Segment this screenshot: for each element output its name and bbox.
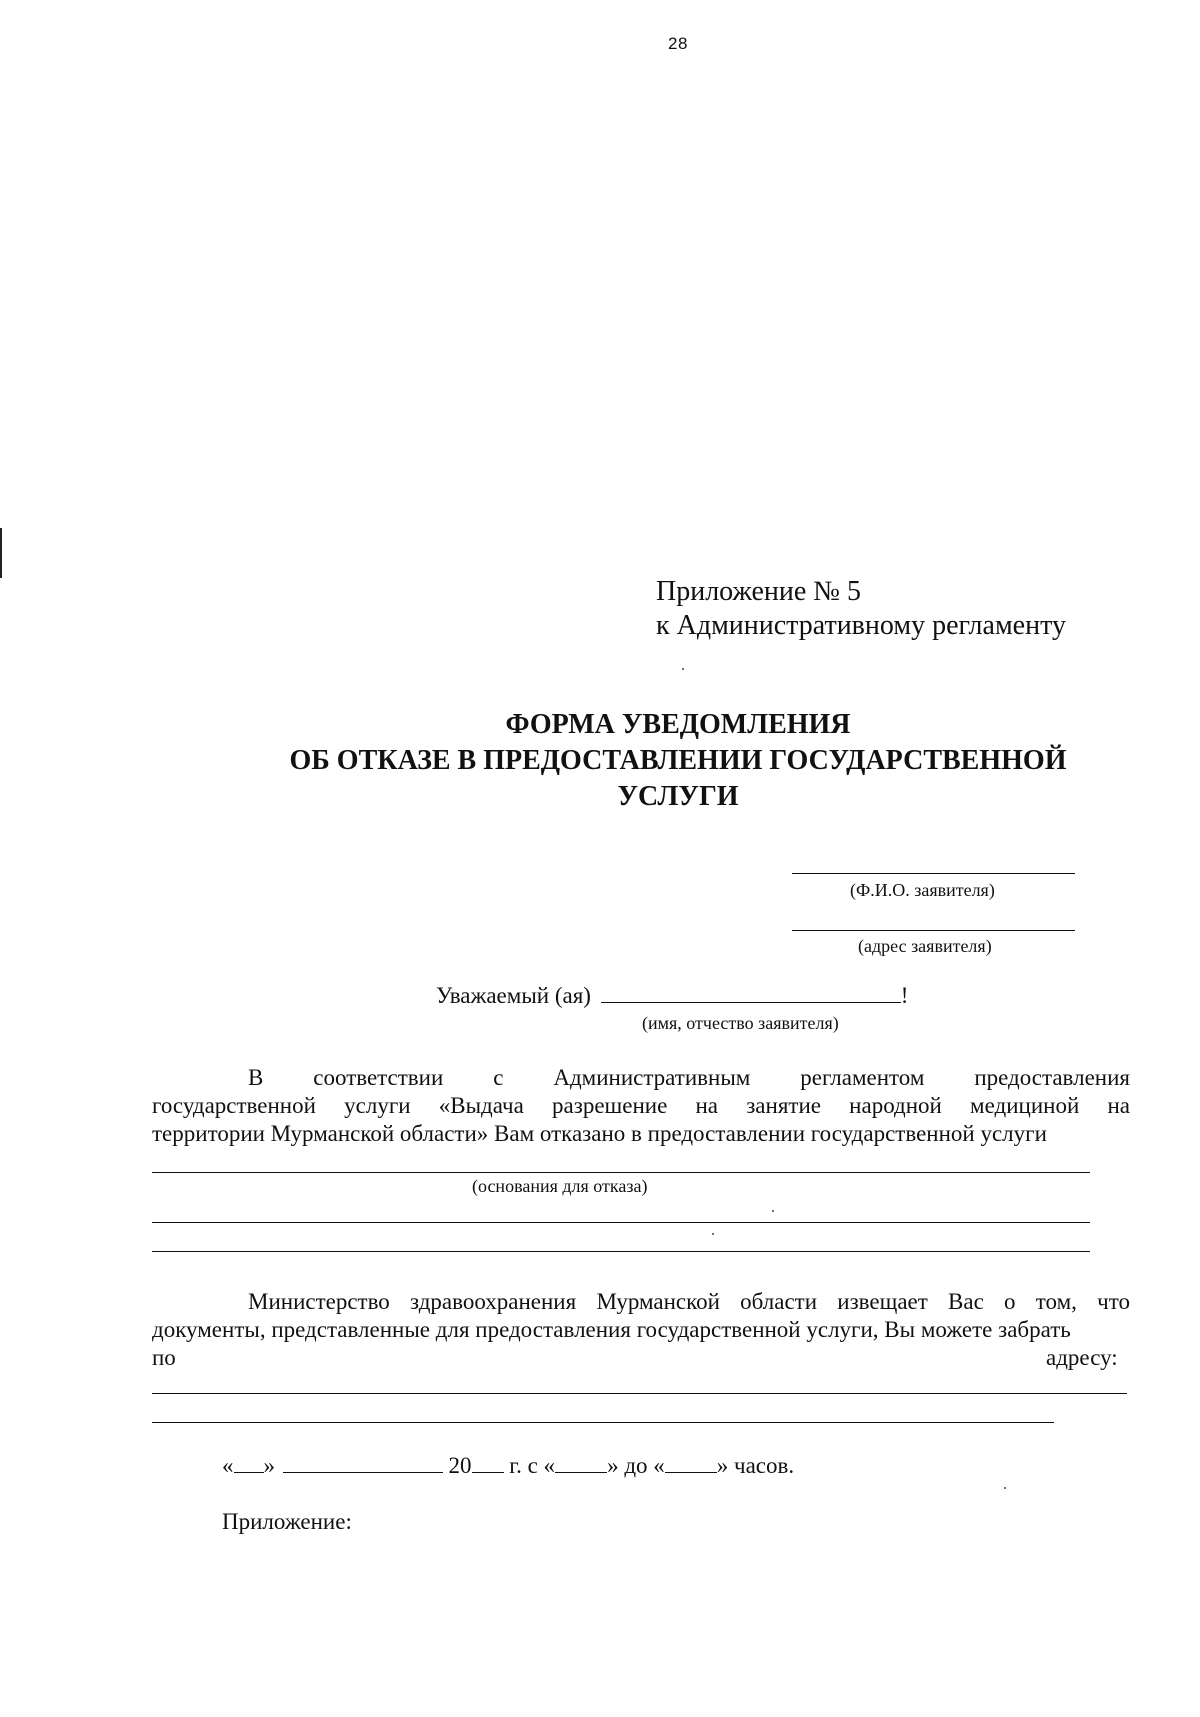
scan-speck: [712, 1233, 714, 1235]
applicant-address-line: [792, 930, 1075, 931]
form-title: [0, 707, 1200, 815]
greeting-exclamation: !: [900, 983, 909, 1008]
return-address-line-2: [152, 1422, 1054, 1423]
scan-edge-mark: [0, 528, 2, 578]
form-title-line-3: УСЛУГИ: [617, 781, 739, 812]
paragraph-2-line-3-left: по: [152, 1345, 176, 1370]
date-month-blank: [283, 1452, 443, 1473]
greeting-line: [436, 982, 908, 1010]
date-year-prefix: 20: [448, 1453, 472, 1478]
greeting-caption: (имя, отчество заявителя): [642, 1013, 839, 1033]
date-hours-label: » часов.: [716, 1453, 795, 1478]
time-from-blank: [555, 1452, 607, 1473]
date-day-close-quote: »: [263, 1453, 275, 1478]
paragraph-1-line-2: государственной услуги «Выдача разрешение на занятие народной медициной на: [152, 1093, 1130, 1118]
appendix-number: Приложение № 5: [656, 576, 861, 607]
date-day-blank: [234, 1452, 264, 1473]
appendix-regulation: к Административному регламенту: [656, 610, 1066, 641]
scan-speck: [682, 668, 684, 670]
date-time-from-label: г. с «: [509, 1453, 556, 1478]
greeting-name-blank: [601, 982, 901, 1003]
scan-speck: [772, 1210, 774, 1212]
paragraph-2-line-2: документы, представленные для предоставления государственной услуги, Вы можете забрать: [152, 1317, 1071, 1342]
pickup-date-line: [222, 1452, 794, 1480]
applicant-fio-caption: (Ф.И.О. заявителя): [850, 880, 995, 900]
greeting-text: Уважаемый (ая): [436, 983, 591, 1008]
form-title-line-2: ОБ ОТКАЗЕ В ПРЕДОСТАВЛЕНИИ ГОСУДАРСТВЕННОЙ: [289, 745, 1067, 776]
date-year-blank: [472, 1452, 504, 1473]
paragraph-1-line-3: территории Мурманской области» Вам отказано в предоставлении государственной услуги: [152, 1121, 1047, 1146]
appendix-reference: [656, 575, 1066, 643]
time-to-blank: [665, 1452, 717, 1473]
applicant-fio-line: [792, 873, 1075, 874]
refusal-grounds-line-1: [152, 1172, 1090, 1173]
date-day-open-quote: «: [222, 1453, 234, 1478]
page-number: 28: [668, 34, 688, 53]
refusal-grounds-caption: (основания для отказа): [472, 1176, 648, 1196]
date-time-to-label: » до «: [607, 1453, 665, 1478]
paragraph-1-line-1: В соответствии с Административным регламентом предоставления: [248, 1065, 1130, 1090]
form-title-line-1: ФОРМА УВЕДОМЛЕНИЯ: [505, 709, 851, 740]
return-address-line-1: [152, 1393, 1127, 1394]
attachment-label: Приложение:: [222, 1509, 352, 1534]
applicant-address-caption: (адрес заявителя): [858, 936, 992, 956]
paragraph-2-line-3-right: адресу:: [1046, 1345, 1118, 1370]
refusal-grounds-line-2: [152, 1222, 1090, 1223]
refusal-grounds-line-3: [152, 1251, 1090, 1252]
scan-speck: [1004, 1487, 1006, 1489]
paragraph-2-line-1: Министерство здравоохранения Мурманской области извещает Вас о том, что: [248, 1289, 1130, 1314]
